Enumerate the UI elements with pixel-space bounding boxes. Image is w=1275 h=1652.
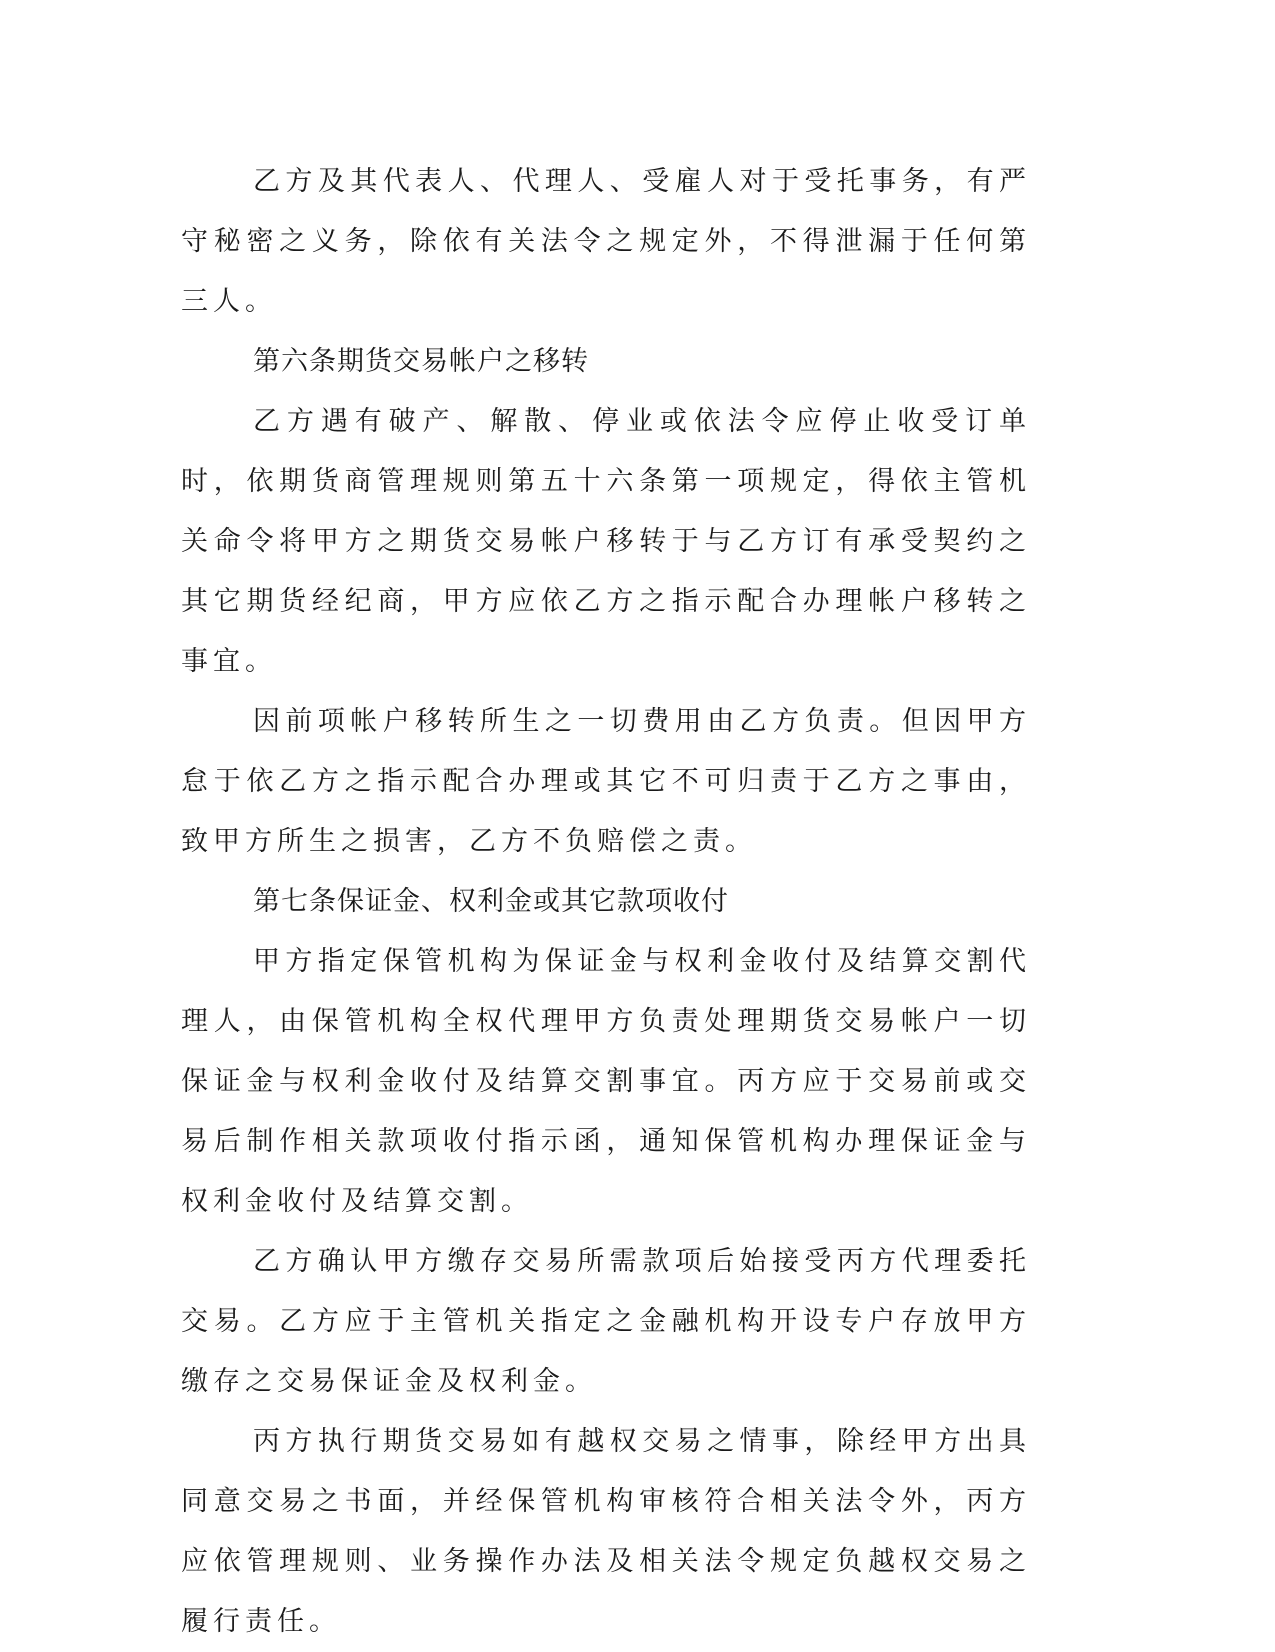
- paragraph-transfer-costs: 因前项帐户移转所生之一切费用由乙方负责。但因甲方怠于依乙方之指示配合办理或其它不可归责于乙方之事由，致甲方所生之损害，乙方不负赔偿之责。: [181, 706, 1031, 857]
- paragraph-account-transfer: 乙方遇有破产、解散、停业或依法令应停止收受订单时，依期货商管理规则第五十六条第一项规定，得依主管机关命令将甲方之期货交易帐户移转于与乙方订有承受契约之其它期货经纪商，甲方应依乙方之指示配合办理帐户移转之事宜。: [181, 406, 1031, 677]
- heading-article-7: 第七条保证金、权利金或其它款项收付: [253, 886, 729, 917]
- paragraph-custodian: 甲方指定保管机构为保证金与权利金收付及结算交割代理人，由保管机构全权代理甲方负责处理期货交易帐户一切保证金与权利金收付及结算交割事宜。丙方应于交易前或交易后制作相关款项收付指示函，通知保管机构办理保证金与权利金收付及结算交割。: [181, 946, 1031, 1217]
- document-body: [181, 152, 1031, 1652]
- paragraph-confidentiality: 乙方及其代表人、代理人、受雇人对于受托事务，有严守秘密之义务，除依有关法令之规定外，不得泄漏于任何第三人。: [181, 166, 1031, 317]
- heading-article-6: 第六条期货交易帐户之移转: [253, 346, 589, 377]
- paragraph-unauthorized-trading: 丙方执行期货交易如有越权交易之情事，除经甲方出具同意交易之书面，并经保管机构审核符合相关法令外，丙方应依管理规则、业务操作办法及相关法令规定负越权交易之履行责任。: [181, 1426, 1031, 1637]
- paragraph-deposit-confirmation: 乙方确认甲方缴存交易所需款项后始接受丙方代理委托交易。乙方应于主管机关指定之金融机构开设专户存放甲方缴存之交易保证金及权利金。: [181, 1246, 1031, 1397]
